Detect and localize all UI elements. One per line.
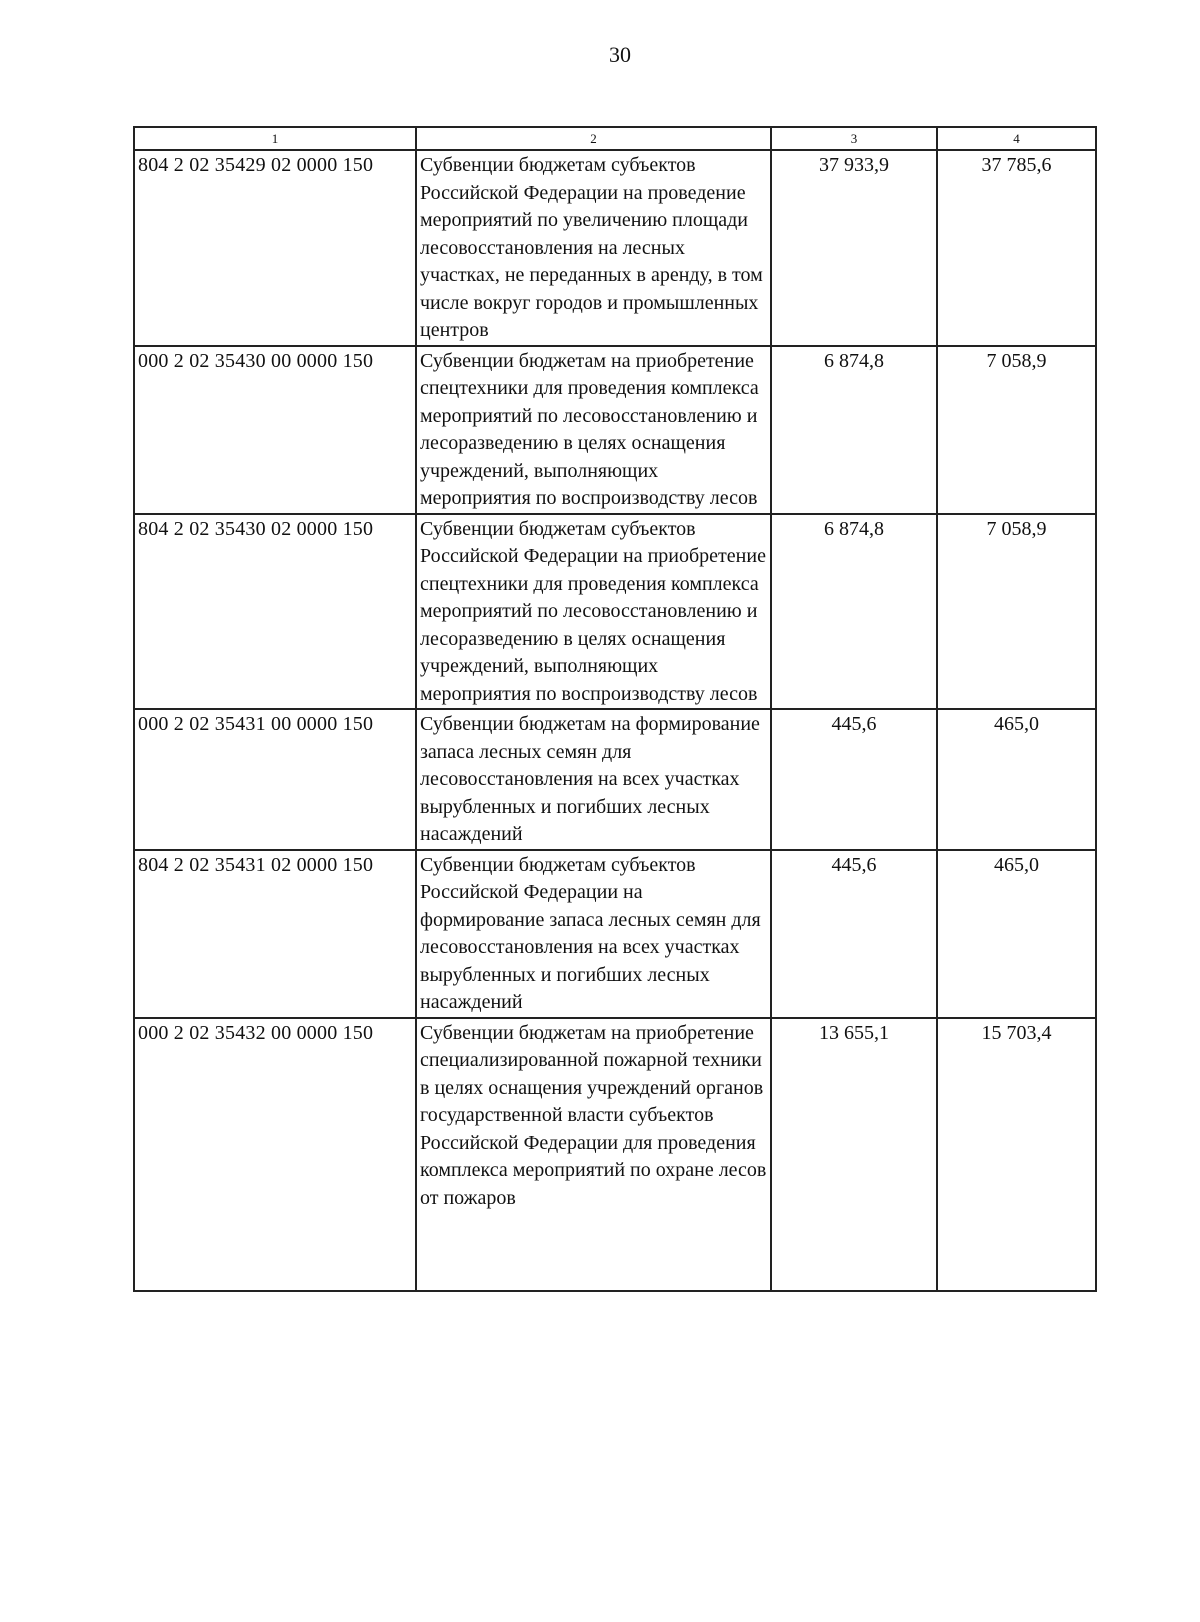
budget-table (133, 126, 1097, 1292)
row-code: 000 2 02 35432 00 0000 150 (134, 1018, 416, 1291)
header-col-1: 1 (134, 127, 416, 150)
row-value-col4: 15 703,4 (937, 1018, 1096, 1291)
row-name: Субвенции бюджетам на формирование запаса лесных семян для лесовосстановления на всех участках вырубленных и погибших лесных насаждений (416, 709, 771, 850)
table-row (134, 1018, 1096, 1291)
table-row (134, 150, 1096, 346)
header-col-2: 2 (416, 127, 771, 150)
row-value-col4: 7 058,9 (937, 514, 1096, 710)
row-value-col3: 445,6 (771, 709, 937, 850)
page-number: 30 (609, 42, 631, 67)
header-row (134, 127, 1096, 150)
row-value-col4: 465,0 (937, 709, 1096, 850)
row-name: Субвенции бюджетам на приобретение спецтехники для проведения комплекса мероприятий по лесовосстановлению и лесоразведению в целях оснащения учреждений, выполняющих мероприятия по воспроизводству лесов (416, 346, 771, 514)
row-value-col3: 6 874,8 (771, 514, 937, 710)
row-value-col4: 465,0 (937, 850, 1096, 1018)
row-name: Субвенции бюджетам на приобретение специализированной пожарной техники в целях оснащения учреждений органов государственной власти субъектов Российской Федерации для проведения комплекса мероприятий по охране лесов от пожаров (416, 1018, 771, 1291)
row-code: 804 2 02 35429 02 0000 150 (134, 150, 416, 346)
header-col-3: 3 (771, 127, 937, 150)
row-value-col3: 37 933,9 (771, 150, 937, 346)
table-row (134, 514, 1096, 710)
row-code: 000 2 02 35430 00 0000 150 (134, 346, 416, 514)
header-col-4: 4 (937, 127, 1096, 150)
row-value-col4: 37 785,6 (937, 150, 1096, 346)
table-row (134, 346, 1096, 514)
row-code: 804 2 02 35430 02 0000 150 (134, 514, 416, 710)
row-name: Субвенции бюджетам субъектов Российской Федерации на формирование запаса лесных семян для лесовосстановления на всех участках вырубленных и погибших лесных насаждений (416, 850, 771, 1018)
row-code: 804 2 02 35431 02 0000 150 (134, 850, 416, 1018)
row-name: Субвенции бюджетам субъектов Российской Федерации на приобретение спецтехники для проведения комплекса мероприятий по лесовосстановлению и лесоразведению в целях оснащения учреждений, выполняющих мероприятия по воспроизводству лесов (416, 514, 771, 710)
table-row (134, 709, 1096, 850)
row-name: Субвенции бюджетам субъектов Российской Федерации на проведение мероприятий по увеличению площади лесовосстановления на лесных участках, не переданных в аренду, в том числе вокруг городов и промышленных центров (416, 150, 771, 346)
row-value-col3: 6 874,8 (771, 346, 937, 514)
row-value-col3: 13 655,1 (771, 1018, 937, 1291)
row-value-col4: 7 058,9 (937, 346, 1096, 514)
row-value-col3: 445,6 (771, 850, 937, 1018)
row-code: 000 2 02 35431 00 0000 150 (134, 709, 416, 850)
table-row (134, 850, 1096, 1018)
